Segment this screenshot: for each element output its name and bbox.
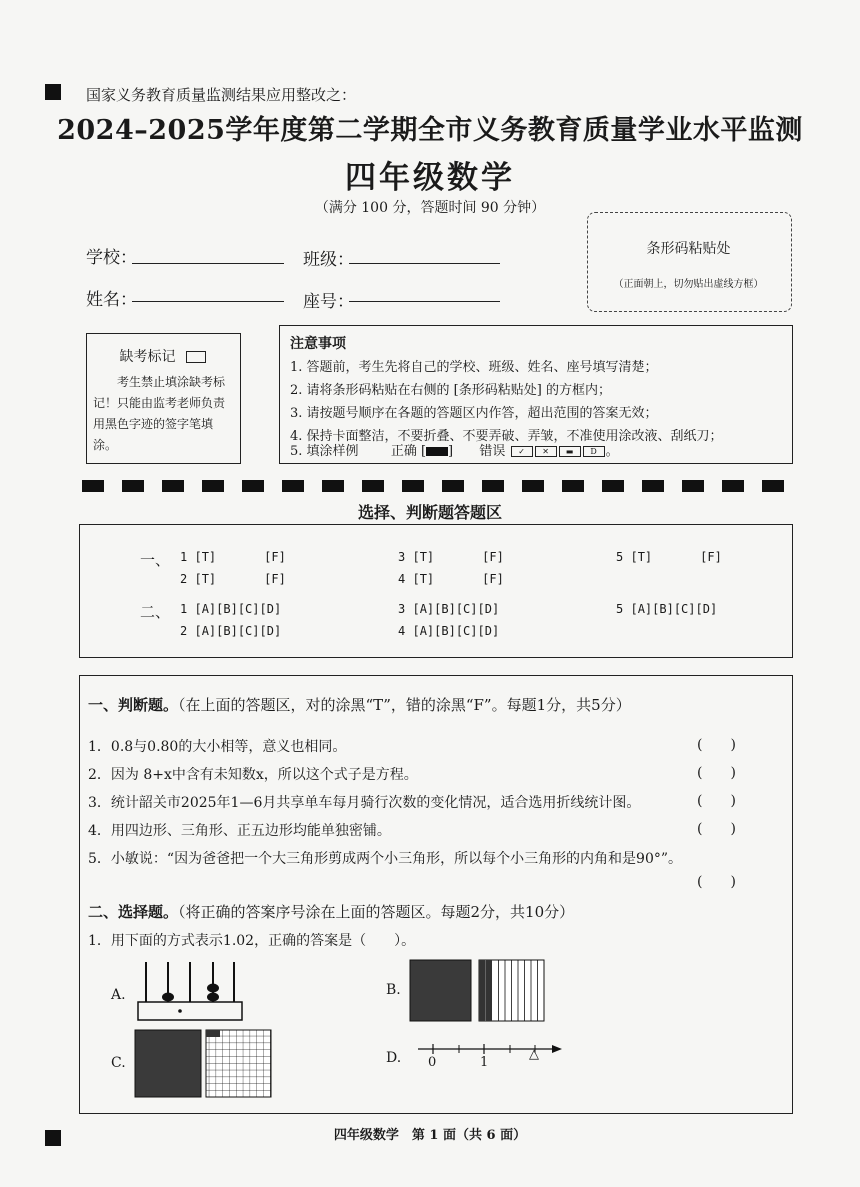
tf-num: 2 <box>180 572 188 586</box>
mc-section-label: 二、 <box>140 603 171 621</box>
sample-end: 。 <box>605 444 619 459</box>
name-label: 姓名： <box>86 290 137 310</box>
exam-title: 2024–2025学年度第二学期全市义务教育质量学业水平监测 <box>57 115 803 146</box>
sample-correct-fill <box>426 447 448 456</box>
seat-field[interactable] <box>349 301 500 302</box>
timing-mark <box>402 480 424 492</box>
tf-option-t[interactable]: [T] <box>194 550 217 564</box>
sample-wrong-cross-icon: ✕ <box>535 446 557 457</box>
timing-mark <box>362 480 384 492</box>
number-line-zero: 0 <box>428 1055 437 1070</box>
tf-row <box>616 550 722 564</box>
name-field[interactable] <box>132 301 284 302</box>
tf-option-f[interactable]: [F] <box>264 550 286 564</box>
timing-mark <box>562 480 584 492</box>
timing-mark <box>162 480 184 492</box>
tf-num: 3 <box>398 550 406 564</box>
mc-options[interactable]: [A][B][C][D] <box>194 602 282 616</box>
number-line-one: 1 <box>480 1055 489 1070</box>
tf-row <box>398 550 504 564</box>
absent-mark-title <box>86 346 239 366</box>
timing-mark <box>242 480 264 492</box>
timing-mark <box>322 480 344 492</box>
tf-question: 2．因为 8+x中含有未知数x，所以这个式子是方程。 <box>88 767 418 783</box>
tf-question: 5．小敏说：“因为爸爸把一个大三角形剪成两个小三角形，所以每个小三角形的内角和是90°”。 <box>88 851 683 867</box>
seat-label: 座号： <box>303 292 354 312</box>
tf-option-t[interactable]: [T] <box>630 550 653 564</box>
class-field[interactable] <box>349 263 500 264</box>
tf-row <box>398 572 504 586</box>
tf-option-f[interactable]: [F] <box>700 550 722 564</box>
tf-row <box>180 572 286 586</box>
number-line-marker-icon: △ <box>529 1047 539 1062</box>
mc-options[interactable]: [A][B][C][D] <box>412 624 500 638</box>
option-c-label: C. <box>111 1055 126 1071</box>
tf-option-f[interactable]: [F] <box>264 572 286 586</box>
tf-option-f[interactable]: [F] <box>482 550 504 564</box>
mc-options[interactable]: [A][B][C][D] <box>412 602 500 616</box>
timing-mark <box>482 480 504 492</box>
mc-row <box>616 602 717 616</box>
tf-num: 1 <box>180 550 188 564</box>
timing-mark <box>682 480 704 492</box>
part1-instruction: （在上面的答题区，对的涂黑“T”，错的涂黑“F”。每题1分，共5分） <box>178 696 631 714</box>
timing-mark <box>602 480 624 492</box>
decimal-square-c-figure <box>134 1029 272 1099</box>
decimal-square-b-figure <box>409 959 546 1022</box>
mc-num: 1 <box>180 602 188 616</box>
notice-sample-row <box>290 440 619 459</box>
answer-paren: ( ) <box>697 821 736 837</box>
mc-num: 3 <box>398 602 406 616</box>
tf-question: 3．统计韶关市2025年1—6月共享单车每月骑行次数的变化情况，适合选用折线统计图。 <box>88 795 641 811</box>
tf-question: 1．0.8与0.80的大小相等，意义也相同。 <box>88 739 347 755</box>
answer-paren: ( ) <box>697 737 736 753</box>
answer-paren: ( ) <box>697 793 736 809</box>
tf-option-t[interactable]: [T] <box>412 572 435 586</box>
part2-instruction: （将正确的答案序号涂在上面的答题区。每题2分，共10分） <box>178 903 575 921</box>
mc-num: 5 <box>616 602 624 616</box>
timing-mark <box>762 480 784 492</box>
subject-title: 四年级数学 <box>345 160 515 196</box>
tf-num: 5 <box>616 550 624 564</box>
class-label: 班级： <box>303 250 354 270</box>
notice-item: 4. 保持卡面整洁，不要折叠、不要弄破、弄皱，不准使用涂改液、刮纸刀； <box>290 429 723 444</box>
answer-area-title: 选择、判断题答题区 <box>357 503 502 522</box>
mc-row <box>398 624 499 638</box>
barcode-title: 条形码粘贴处 <box>646 241 731 257</box>
school-field[interactable] <box>132 263 284 264</box>
tf-section-label: 一、 <box>140 551 171 569</box>
option-d-label: D. <box>386 1050 402 1066</box>
mc-row <box>180 624 281 638</box>
tf-option-f[interactable]: [F] <box>482 572 504 586</box>
header-note: 国家义务教育质量监测结果应用整改之： <box>86 86 357 104</box>
tf-row <box>180 550 286 564</box>
tf-option-t[interactable]: [T] <box>412 550 435 564</box>
part1-header <box>88 694 631 715</box>
school-label: 学校： <box>86 248 137 268</box>
mc-num: 4 <box>398 624 406 638</box>
page-footer: 四年级数学 第 1 面（共 6 面） <box>333 1128 527 1143</box>
sample-wrong-letter-icon: D <box>583 446 605 457</box>
answer-paren: ( ) <box>697 874 736 890</box>
absent-instruction: 考生禁止填涂缺考标记！只能由监考老师负责用黑色字迹的签字笔填涂。 <box>93 375 226 452</box>
abacus-figure <box>136 958 244 1022</box>
part2-heading: 二、选择题。 <box>88 903 179 921</box>
barcode-note: （正面朝上，切勿贴出虚线方框） <box>613 279 764 290</box>
timing-mark <box>202 480 224 492</box>
mc-options[interactable]: [A][B][C][D] <box>630 602 718 616</box>
option-b-label: B. <box>386 982 401 998</box>
registration-mark-top <box>45 84 61 100</box>
score-info: （满分 100 分，答题时间 90 分钟） <box>314 200 546 216</box>
timing-mark <box>82 480 104 492</box>
sample-wrong-label: 错误 <box>479 444 506 459</box>
mc-num: 2 <box>180 624 188 638</box>
option-a-label: A. <box>111 987 126 1003</box>
tf-question: 4．用四边形、三角形、正五边形均能单独密铺。 <box>88 823 391 839</box>
mc-row <box>398 602 499 616</box>
sample-correct-end: ] <box>448 444 454 459</box>
sample-wrong-partial-icon: ▬ <box>559 446 581 457</box>
sample-wrong-check-icon: ✓ <box>511 446 533 457</box>
tf-num: 4 <box>398 572 406 586</box>
timing-mark <box>442 480 464 492</box>
part1-heading: 一、判断题。 <box>88 696 179 714</box>
sample-correct-label: 正确 [ <box>390 444 427 459</box>
notice-item: 1. 答题前，考生先将自己的学校、班级、姓名、座号填写清楚； <box>290 360 658 375</box>
notice-item: 3. 请按题号顺序在各题的答题区内作答，超出范围的答案无效； <box>290 406 658 421</box>
notice-title: 注意事项 <box>290 336 346 352</box>
absent-title-text: 缺考标记 <box>119 349 176 365</box>
tf-option-t[interactable]: [T] <box>194 572 217 586</box>
mc-options[interactable]: [A][B][C][D] <box>194 624 282 638</box>
mc-question: 1．用下面的方式表示1.02，正确的答案是（ ）。 <box>88 933 416 949</box>
answer-paren: ( ) <box>697 765 736 781</box>
absent-checkbox[interactable] <box>186 351 206 363</box>
timing-mark <box>642 480 664 492</box>
mc-row <box>180 602 281 616</box>
barcode-area <box>587 212 792 312</box>
notice-item: 2. 请将条形码粘贴在右侧的 [条形码粘贴处] 的方框内； <box>290 383 611 398</box>
timing-mark <box>722 480 744 492</box>
sample-prefix: 5. 填涂样例 <box>290 444 359 459</box>
timing-mark <box>122 480 144 492</box>
part2-header <box>88 901 574 922</box>
timing-mark <box>282 480 304 492</box>
timing-mark <box>522 480 544 492</box>
